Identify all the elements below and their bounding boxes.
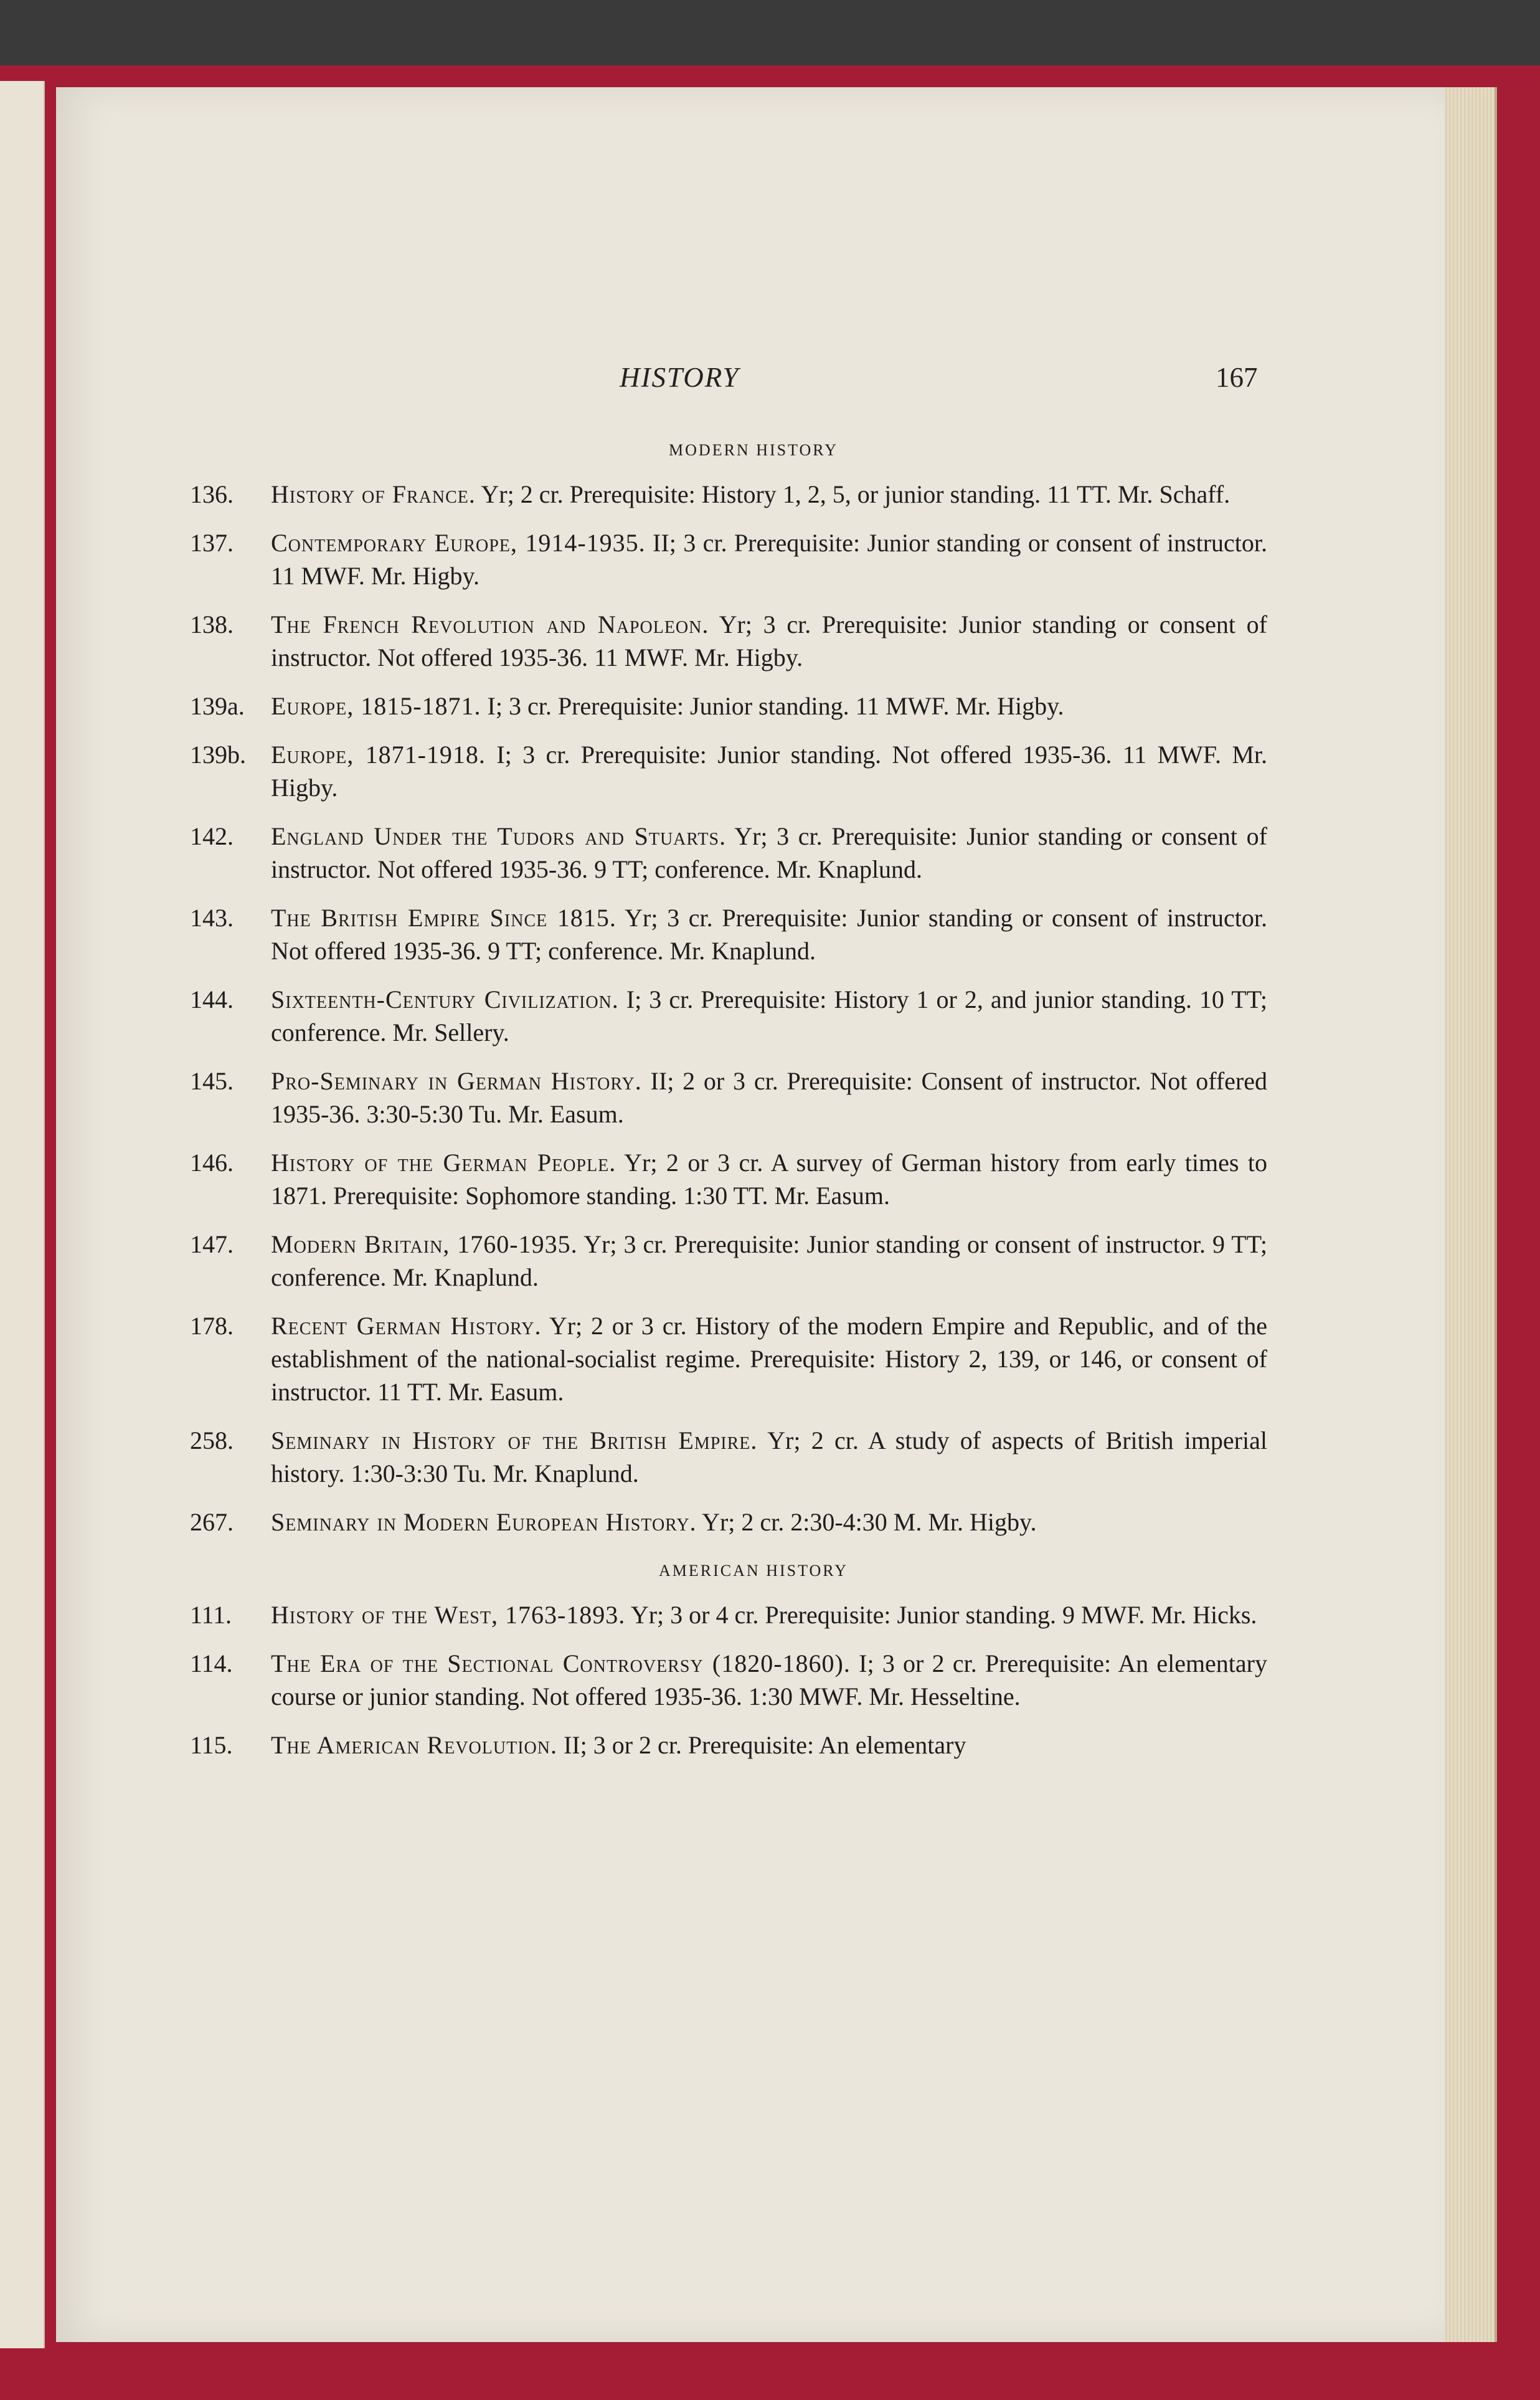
course-title: England Under the Tudors and Stuarts. — [271, 822, 727, 850]
course-title: History of France. — [271, 480, 476, 508]
course-description: Yr; 3 cr. Prerequisite: Junior standing or consent of instructor. Not offered 1935-36. 9 TT; conference. Mr. Knaplund. — [271, 904, 1268, 965]
course-description: Yr; 3 or 4 cr. Prerequisite: Junior standing. 9 MWF. Mr. Hicks. — [625, 1601, 1257, 1629]
course-number: 137. — [190, 529, 234, 557]
course-title: Modern Britain, 1760-1935. — [271, 1230, 578, 1258]
course-entry — [190, 690, 1267, 723]
course-listing — [190, 424, 1267, 1777]
course-description: Yr; 2 or 3 cr. A survey of German history from early times to 1871. Prerequisite: Sophomore standing. 1:30 TT. Mr. Easum. — [271, 1149, 1267, 1210]
course-title: Pro-Seminary in German History. — [271, 1067, 642, 1095]
course-title: The American Revolution. — [271, 1731, 557, 1759]
course-entry — [190, 820, 1267, 886]
course-number: 115. — [190, 1731, 233, 1759]
course-entry — [190, 738, 1267, 804]
course-number: 138. — [190, 610, 234, 638]
section-heading: AMERICAN HISTORY — [659, 1562, 848, 1580]
course-entry — [190, 608, 1267, 674]
section-heading: MODERN HISTORY — [669, 441, 838, 459]
course-number: 258. — [190, 1426, 234, 1454]
running-head-title: HISTORY — [620, 362, 740, 393]
course-description: II; 3 or 2 cr. Prerequisite: An elementary — [557, 1731, 966, 1759]
course-entry — [190, 901, 1267, 967]
course-description: Yr; 3 cr. Prerequisite: Junior standing or consent of instructor. Not offered 1935-36. 11 MWF. Mr. Higby. — [271, 610, 1268, 671]
course-title: Sixteenth-Century Civilization. — [271, 985, 619, 1013]
course-number: 146. — [190, 1149, 234, 1177]
book-page — [56, 87, 1445, 2342]
course-entry — [190, 1424, 1267, 1490]
course-number: 111. — [190, 1601, 232, 1629]
course-description: I; 3 cr. Prerequisite: Junior standing. 11 MWF. Mr. Higby. — [481, 692, 1064, 720]
course-description: I; 3 cr. Prerequisite: History 1 or 2, and junior standing. 10 TT; conference. Mr. Sellery. — [271, 985, 1268, 1046]
course-entry — [190, 1729, 1267, 1762]
course-number: 136. — [190, 480, 234, 508]
course-title: Contemporary Europe, 1914-1935. — [271, 529, 646, 557]
course-number: 143. — [190, 904, 234, 932]
course-description: Yr; 2 or 3 cr. History of the modern Empire and Republic, and of the establishment of the national-socialist regime. Prerequisite: History 2, 139, or 146, or consent of instructor. 11 TT. Mr. Easum. — [271, 1312, 1267, 1406]
course-number: 145. — [190, 1067, 234, 1095]
course-title: Europe, 1815-1871. — [271, 692, 481, 720]
course-number: 114. — [190, 1649, 233, 1677]
course-number: 147. — [190, 1230, 234, 1258]
course-entry — [190, 1228, 1267, 1294]
course-title: The French Revolution and Napoleon. — [271, 610, 709, 638]
course-entry — [190, 1146, 1267, 1212]
course-entry — [190, 1309, 1267, 1408]
course-number: 142. — [190, 822, 234, 850]
course-description: Yr; 2 cr. A study of aspects of British imperial history. 1:30-3:30 Tu. Mr. Knaplund. — [271, 1426, 1267, 1487]
course-number: 144. — [190, 985, 234, 1013]
course-description: II; 3 cr. Prerequisite: Junior standing or consent of instructor. 11 MWF. Mr. Higby. — [271, 529, 1267, 590]
facing-page-edge — [0, 81, 45, 2348]
page-number: 167 — [1216, 362, 1258, 393]
course-description: Yr; 3 cr. Prerequisite: Junior standing or consent of instructor. Not offered 1935-36. 9 TT; conference. Mr. Knaplund. — [271, 822, 1267, 883]
course-description: I; 3 cr. Prerequisite: Junior standing. Not offered 1935-36. 11 MWF. Mr. Higby. — [271, 741, 1268, 802]
course-number: 139b. — [190, 741, 246, 769]
course-title: The British Empire Since 1815. — [271, 904, 616, 932]
course-description: II; 2 or 3 cr. Prerequisite: Consent of instructor. Not offered 1935-36. 3:30-5:30 Tu. Mr. Easum. — [271, 1067, 1267, 1128]
course-entry — [190, 1598, 1267, 1631]
course-number: 267. — [190, 1508, 234, 1536]
course-title: Recent German History. — [271, 1312, 542, 1340]
course-description: I; 3 or 2 cr. Prerequisite: An elementary course or junior standing. Not offered 1935-36. 1:30 MWF. Mr. Hesseltine. — [271, 1649, 1267, 1710]
course-description: Yr; 2 cr. Prerequisite: History 1, 2, 5, or junior standing. 11 TT. Mr. Schaff. — [475, 480, 1231, 508]
course-entry — [190, 1506, 1267, 1539]
course-entry — [190, 526, 1267, 592]
running-head — [56, 361, 1445, 399]
course-title: Seminary in History of the British Empire. — [271, 1426, 758, 1454]
course-number: 178. — [190, 1312, 234, 1340]
course-entry — [190, 1065, 1267, 1131]
course-entry — [190, 478, 1267, 511]
course-title: History of the West, 1763-1893. — [271, 1601, 626, 1629]
course-entry — [190, 1647, 1267, 1713]
course-entry — [190, 983, 1267, 1049]
course-description: Yr; 2 cr. 2:30-4:30 M. Mr. Higby. — [696, 1508, 1037, 1536]
course-number: 139a. — [190, 692, 245, 720]
course-title: Seminary in Modern European History. — [271, 1508, 697, 1536]
course-title: History of the German People. — [271, 1149, 616, 1177]
course-title: Europe, 1871-1918. — [271, 741, 486, 769]
course-description: Yr; 3 cr. Prerequisite: Junior standing or consent of instructor. 9 TT; conference. Mr. Knaplund. — [271, 1230, 1268, 1291]
course-title: The Era of the Sectional Controversy (1820-1860). — [271, 1649, 851, 1677]
